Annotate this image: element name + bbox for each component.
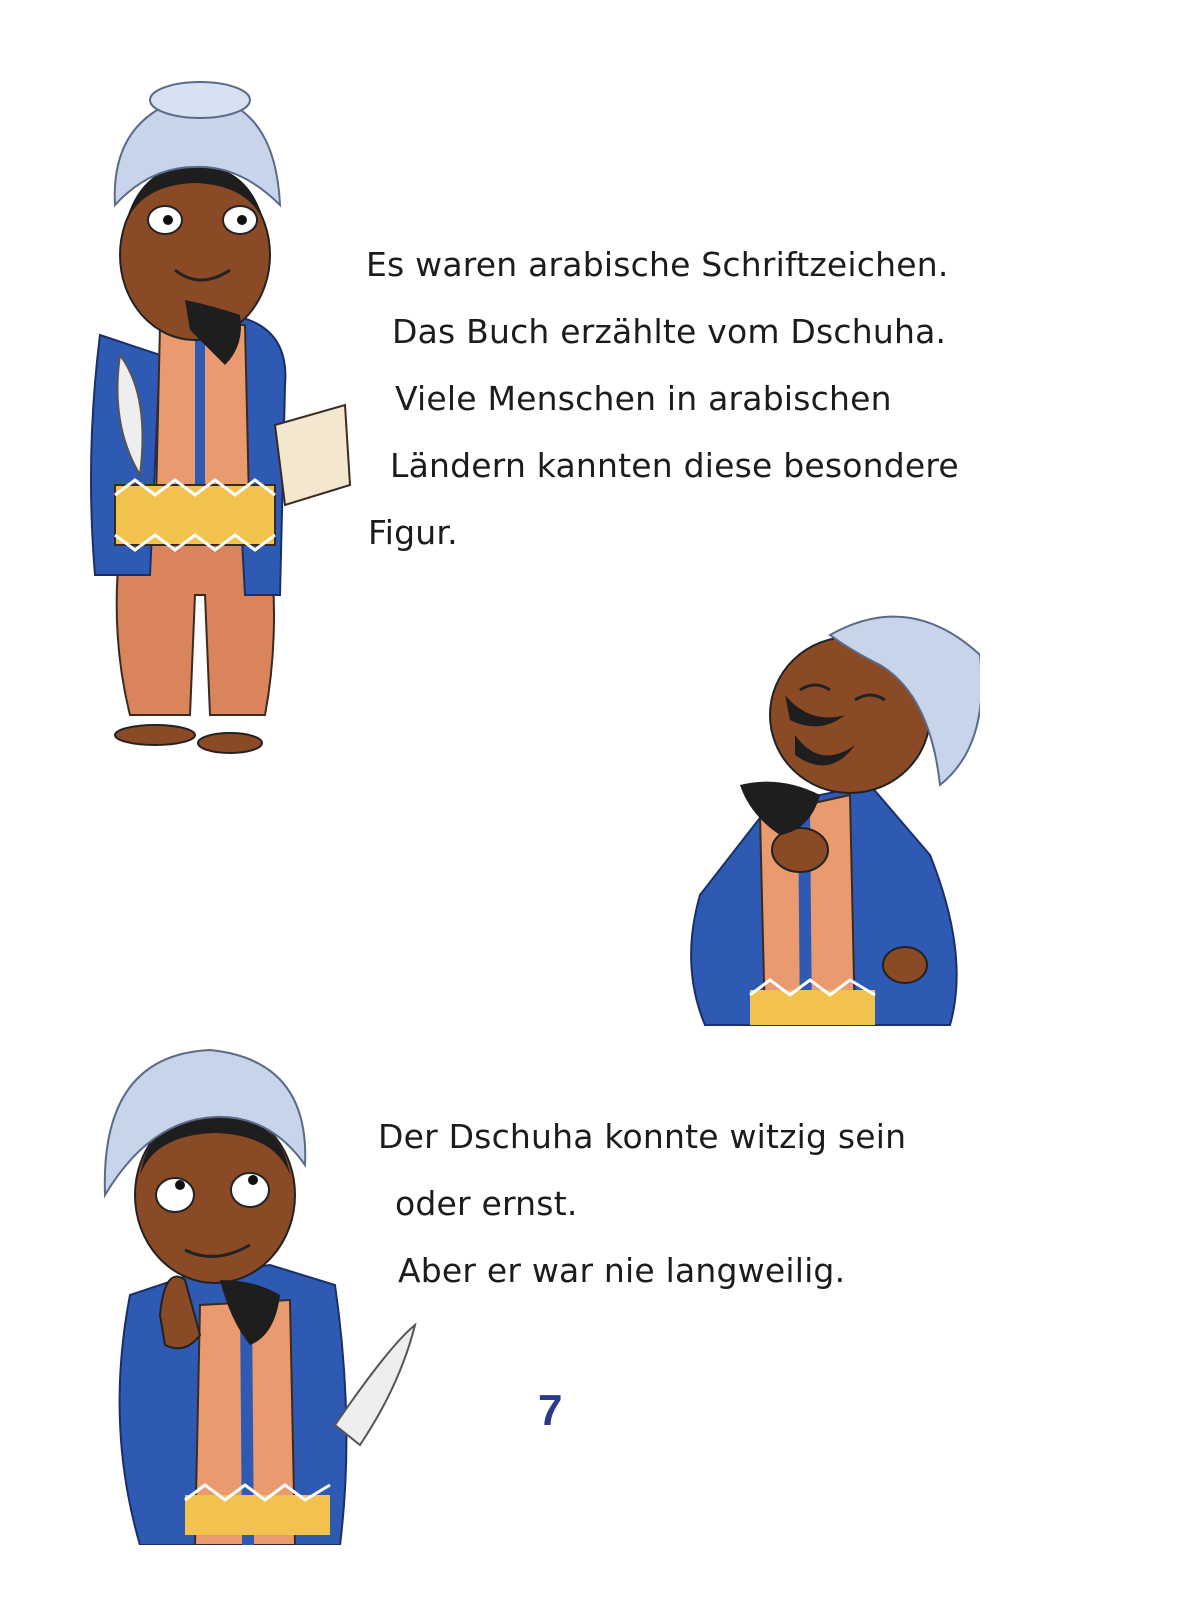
text-line: Aber er war nie langweilig. <box>398 1251 846 1290</box>
dschuha-standing-illustration <box>80 75 360 775</box>
text-line: Das Buch erzählte vom Dschuha. <box>392 312 947 351</box>
text-line: Ländern kannten diese besondere <box>390 446 959 485</box>
text-line: Der Dschuha konnte witzig sein <box>378 1117 907 1156</box>
dschuha-thinking-illustration <box>90 1045 420 1545</box>
text-line: oder ernst. <box>395 1184 578 1223</box>
text-line: Figur. <box>368 513 458 552</box>
dschuha-laughing-illustration <box>680 595 980 1045</box>
text-line: Viele Menschen in arabischen <box>395 379 892 418</box>
text-line: Es waren arabische Schriftzeichen. <box>366 245 949 284</box>
page-number: 7 <box>538 1386 563 1435</box>
